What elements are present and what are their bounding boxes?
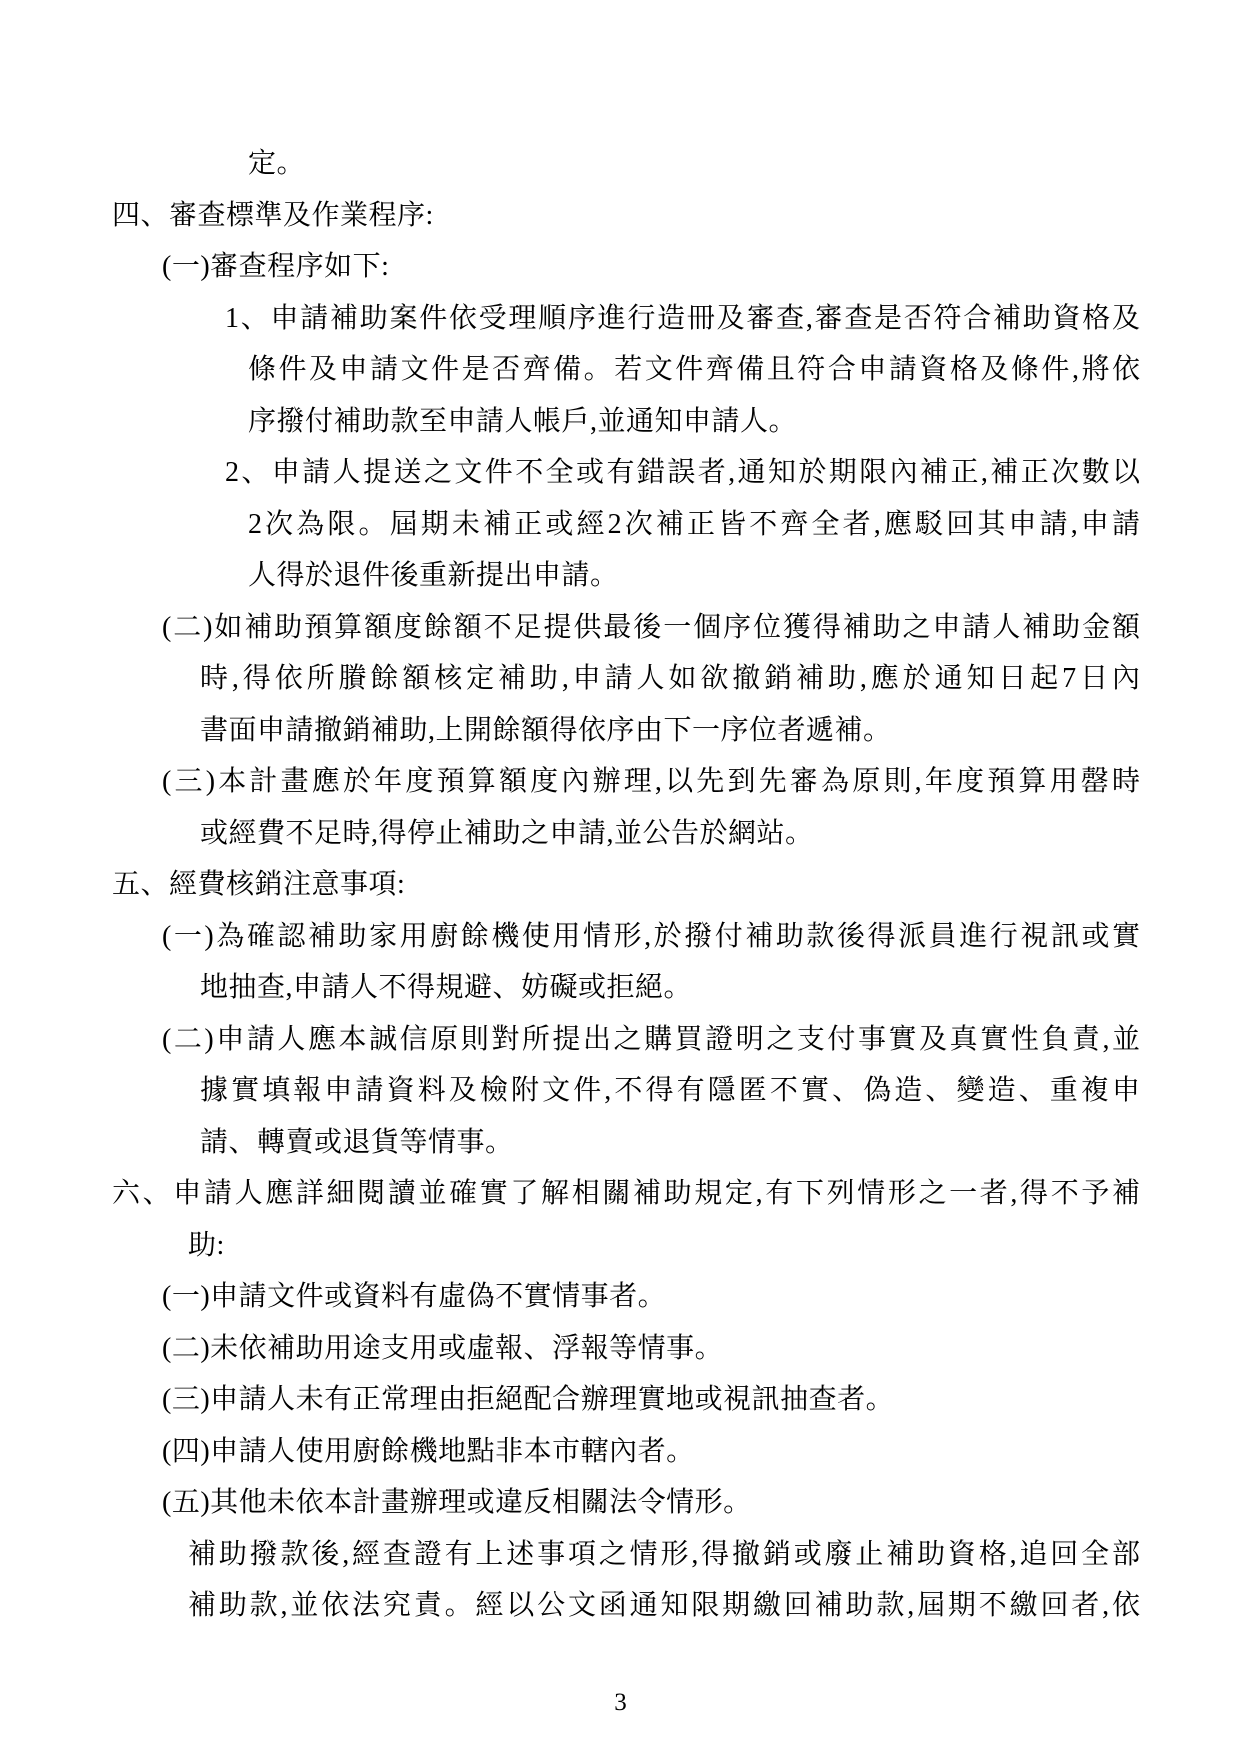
page-number: 3 xyxy=(614,1689,627,1716)
text-line: 序撥付補助款至申請人帳戶,並通知申請人。 xyxy=(248,406,798,437)
text-line: (三)申請人未有正常理由拒絕配合辦理實地或視訊抽查者。 xyxy=(162,1384,895,1415)
text-line: (一)審查程序如下: xyxy=(162,251,390,282)
text-line: 1、申請補助案件依受理順序進行造冊及審查,審查是否符合補助資格及 xyxy=(225,303,1140,334)
text-line: 或經費不足時,得停止補助之申請,並公告於網站。 xyxy=(200,818,814,849)
text-line: (一)申請文件或資料有虛偽不實情事者。 xyxy=(162,1281,667,1312)
text-line: 定。 xyxy=(248,148,306,179)
text-line: 六、申請人應詳細閱讀並確實了解相關補助規定,有下列情形之一者,得不予補 xyxy=(112,1178,1140,1209)
text-line: 四、審查標準及作業程序: xyxy=(112,200,434,231)
text-line: (二)申請人應本誠信原則對所提出之購買證明之支付事實及真實性負責,並 xyxy=(162,1024,1140,1055)
text-line: (一)為確認補助家用廚餘機使用情形,於撥付補助款後得派員進行視訊或實 xyxy=(162,921,1140,952)
text-line: 據實填報申請資料及檢附文件,不得有隱匿不實、偽造、變造、重複申 xyxy=(200,1075,1140,1106)
text-line: 助: xyxy=(188,1230,225,1261)
text-line: 補助撥款後,經查證有上述事項之情形,得撤銷或廢止補助資格,追回全部 xyxy=(188,1539,1140,1570)
text-line: 2、申請人提送之文件不全或有錯誤者,通知於期限內補正,補正次數以 xyxy=(225,457,1140,488)
text-line: 請、轉賣或退貨等情事。 xyxy=(200,1127,514,1158)
text-line: (二)如補助預算額度餘額不足提供最後一個序位獲得補助之申請人補助金額 xyxy=(162,612,1140,643)
text-line: 書面申請撤銷補助,上開餘額得依序由下一序位者遞補。 xyxy=(200,715,892,746)
text-line: 地抽查,申請人不得規避、妨礙或拒絕。 xyxy=(200,972,693,1003)
text-line: 補助款,並依法究責。經以公文函通知限期繳回補助款,屆期不繳回者,依 xyxy=(188,1590,1140,1621)
text-line: 人得於退件後重新提出申請。 xyxy=(248,560,619,591)
text-line: 五、經費核銷注意事項: xyxy=(112,869,406,900)
text-line: 條件及申請文件是否齊備。若文件齊備且符合申請資格及條件,將依 xyxy=(248,354,1140,385)
text-line: (二)未依補助用途支用或虛報、浮報等情事。 xyxy=(162,1333,724,1364)
text-line: (三)本計畫應於年度預算額度內辦理,以先到先審為原則,年度預算用罄時 xyxy=(162,766,1140,797)
text-line: 2次為限。屆期未補正或經2次補正皆不齊全者,應駁回其申請,申請 xyxy=(248,509,1140,540)
text-line: (五)其他未依本計畫辦理或違反相關法令情形。 xyxy=(162,1487,752,1518)
text-line: 時,得依所賸餘額核定補助,申請人如欲撤銷補助,應於通知日起7日內 xyxy=(200,663,1140,694)
text-line: (四)申請人使用廚餘機地點非本市轄內者。 xyxy=(162,1436,695,1467)
